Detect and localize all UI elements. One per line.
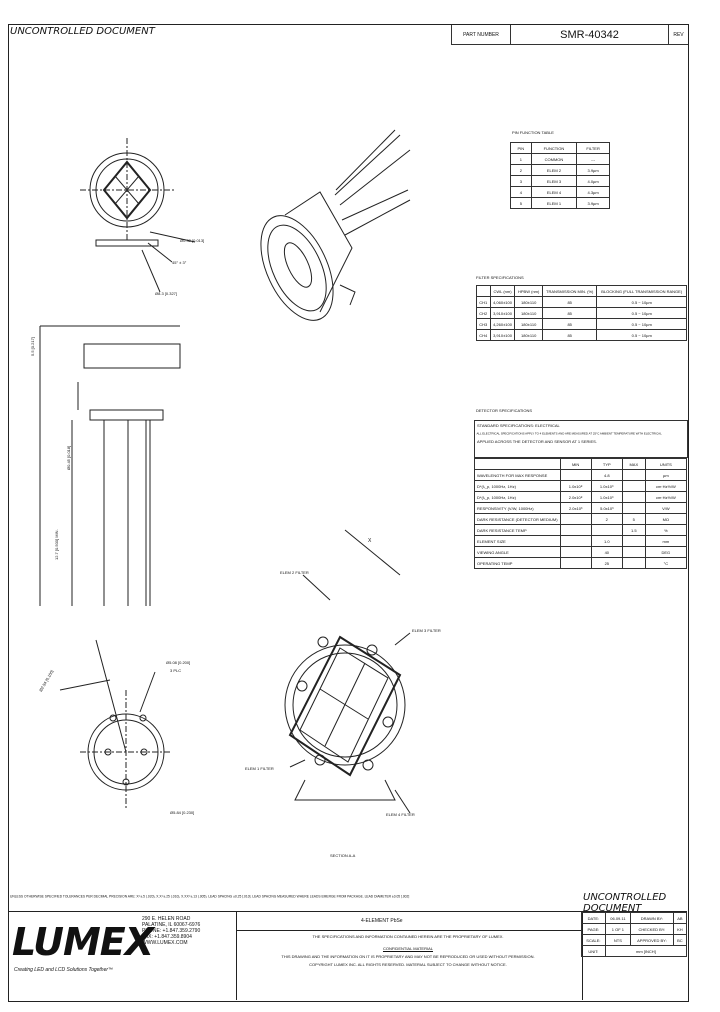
- filter-col: BLOCKING (FULL TRANSMISSION RANGE): [597, 286, 687, 297]
- notice-3: THIS DRAWING AND THE INFORMATION ON IT IS PROPRIETARY AND MAY NOT BE REPRODUCED OR USED WITHOUT PERMISSION.: [281, 954, 535, 959]
- pin-table: [510, 142, 610, 209]
- cell: 40: [591, 547, 622, 558]
- det-col: UNITS: [645, 459, 686, 470]
- date-label: DATE:: [582, 913, 606, 924]
- cell: VIEWING ANGLE: [475, 547, 561, 558]
- pin-table-title: PIN FUNCTION TABLE: [512, 130, 554, 135]
- cell: 4.0µm: [577, 176, 610, 187]
- dim-pin-circle: 3 PLC: [170, 668, 182, 673]
- section-label: SECTION A-A: [330, 853, 356, 858]
- cell: D*(λ_p, 1000Hz, 1Hz): [475, 492, 561, 503]
- notice-2: CONFIDENTIAL MATERIAL: [382, 946, 433, 951]
- detector-note-3: APPLIED ACROSS THE DETECTOR AND SENSOR AT 1 SERIES.: [477, 439, 597, 444]
- cell: 3: [511, 176, 532, 187]
- detector-notes: [474, 420, 688, 458]
- cell: [622, 470, 645, 481]
- drawn-label: DRAWN BY:: [630, 913, 673, 924]
- det-col: TYP: [591, 459, 622, 470]
- address-block: [142, 916, 200, 946]
- cell: 4,060±100: [490, 297, 515, 308]
- scale: NTS: [605, 935, 630, 946]
- cell: MΩ: [645, 514, 686, 525]
- cell: 5.0x10³: [591, 503, 622, 514]
- table-row: [475, 536, 687, 547]
- unit-label: UNIT:: [582, 946, 606, 957]
- detector-note-1: STANDARD SPECIFICATIONS: ELECTRICAL: [477, 423, 560, 428]
- filter-spec-title: FILTER SPECIFICATIONS: [476, 275, 524, 280]
- cell: 1.0: [591, 536, 622, 547]
- dim-pitch: Ø2.54 [0.100]: [38, 668, 55, 693]
- cell: CH2: [477, 308, 491, 319]
- table-row: [511, 198, 610, 209]
- cell: 2.0x10³: [560, 503, 591, 514]
- cell: 85: [542, 330, 597, 341]
- cell: 4.8: [591, 470, 622, 481]
- filter-col: HPBW (nm): [515, 286, 542, 297]
- part-desc: 4-ELEMENT PbSe: [361, 918, 403, 924]
- table-row: [475, 514, 687, 525]
- cell: mm: [645, 536, 686, 547]
- cell: [622, 481, 645, 492]
- cell: 85: [542, 308, 597, 319]
- cell: OPERATING TEMP: [475, 558, 561, 569]
- rev-label: REV: [668, 24, 689, 45]
- cell: [560, 470, 591, 481]
- cell: [591, 525, 622, 536]
- cell: 2: [591, 514, 622, 525]
- detector-note-2: ALL ELECTRICAL SPECIFICATIONS APPLY TO 4 ELEMENTS AND ARE MEASURED AT 25°C AMBIENT TEMPERATURE WITH ELECTRICAL: [476, 431, 662, 436]
- table-row: [511, 187, 610, 198]
- table-row: [477, 330, 687, 341]
- cell: 3,910±100: [490, 308, 515, 319]
- dim-height: 5.5 [0.217]: [30, 337, 35, 356]
- front-view: [80, 138, 195, 292]
- address-2: PALATINE, IL 60067-6976: [142, 922, 201, 928]
- tolerance-note: UNLESS OTHERWISE SPECIFIED TOLERANCES PER DECIMAL PRECISION ARE: X=±.5 (.020), X.X=±.25 (.010), X.XX=±.13 (.005). LEAD SPACING ±0.25 [.010]. LEAD SPACING MEASURED WHERE LEADS EMERGE FROM PACKAGE. LEAD DIAMETER ±0.05 [.002]: [10, 894, 410, 899]
- cell: cm·Hz½/W: [645, 481, 686, 492]
- cell: %: [645, 525, 686, 536]
- part-number: SMR-40342: [510, 24, 669, 45]
- cell: ELEM 2: [531, 165, 577, 176]
- cell: DEG: [645, 547, 686, 558]
- cell: [560, 547, 591, 558]
- cell: 85: [542, 319, 597, 330]
- cell: 1.0x10⁸: [560, 481, 591, 492]
- cell: 1.5: [622, 525, 645, 536]
- pin-col: FILTER: [577, 143, 610, 154]
- page: 1 OF 1: [605, 924, 630, 935]
- isometric-view: [246, 130, 410, 331]
- title-info-table: [581, 912, 687, 957]
- cell: µm: [645, 470, 686, 481]
- cell: [622, 503, 645, 514]
- fax: FAX: +1.847.359.8904: [142, 934, 192, 940]
- cell: 4.3µm: [577, 187, 610, 198]
- bottom-view: [60, 640, 172, 810]
- cell: 5: [511, 198, 532, 209]
- cell: 85: [542, 297, 597, 308]
- cell: ELEMENT SIZE: [475, 536, 561, 547]
- detector-spec-title: DETECTOR SPECIFICATIONS: [476, 408, 533, 413]
- cell: D*(λ_p, 1000Hz, 1Hz): [475, 481, 561, 492]
- cell: 3.9µm: [577, 198, 610, 209]
- uncontrolled-label-top: UNCONTROLLED DOCUMENT: [10, 26, 155, 37]
- table-row: [475, 503, 687, 514]
- address-1: 290 E. HELEN ROAD: [142, 916, 191, 922]
- table-row: [511, 176, 610, 187]
- cell: [622, 547, 645, 558]
- cell: 180±110: [515, 319, 542, 330]
- cell: 4: [511, 187, 532, 198]
- table-row: [477, 308, 687, 319]
- table-row: [511, 154, 610, 165]
- pin-col: PIN: [511, 143, 532, 154]
- approved: BC: [673, 935, 686, 946]
- cell: 5: [622, 514, 645, 525]
- cell: ELEM 4: [531, 187, 577, 198]
- table-row: [477, 319, 687, 330]
- cell: [560, 536, 591, 547]
- cell: 3,910±100: [490, 330, 515, 341]
- cell: [622, 536, 645, 547]
- det-col: [475, 459, 561, 470]
- table-row: [475, 547, 687, 558]
- cell: 1.0x10⁹: [591, 481, 622, 492]
- cell: 1: [511, 154, 532, 165]
- cell: 3.9µm: [577, 165, 610, 176]
- part-number-label: PART NUMBER: [451, 24, 511, 45]
- dim-lead-dia: Ø0.45 [0.018]: [66, 445, 71, 470]
- det-col: MAX: [622, 459, 645, 470]
- elem2-label: ELEM 2 FILTER: [280, 570, 309, 575]
- uncontrolled-label-bottom: UNCONTROLLED DOCUMENT: [583, 892, 667, 914]
- description-box: [236, 912, 583, 1000]
- cell: 4,260±100: [490, 319, 515, 330]
- side-view: [40, 326, 180, 606]
- table-row: [475, 525, 687, 536]
- cell: 0.5 ~ 10µm: [597, 308, 687, 319]
- tagline: Creating LED and LCD Solutions Together™: [14, 967, 114, 973]
- unit: mm [INCH]: [605, 946, 686, 957]
- table-row: [475, 558, 687, 569]
- dim-pcd: Ø5.84 [0.230]: [170, 810, 195, 815]
- cell: [622, 492, 645, 503]
- cell: CH3: [477, 319, 491, 330]
- elem1-label: ELEM 1 FILTER: [245, 766, 274, 771]
- dim-base: Ø8.3 [0.327]: [155, 291, 178, 296]
- cell: COMMON: [531, 154, 577, 165]
- cell: WAVELENGTH FOR MAX RESPONSE: [475, 470, 561, 481]
- page-label: PAGE:: [582, 924, 606, 935]
- elem4-label: ELEM 4 FILTER: [386, 812, 415, 817]
- phone: PHONE: +1.847.359.2790: [142, 928, 201, 934]
- elem3-label: ELEM 3 FILTER: [412, 628, 441, 633]
- filter-col: CWL (nm): [490, 286, 515, 297]
- cell: °C: [645, 558, 686, 569]
- date: 06.09.11: [605, 913, 630, 924]
- cell: 2: [511, 165, 532, 176]
- cell: 0.5 ~ 10µm: [597, 297, 687, 308]
- notice-1: THE SPECIFICATIONS AND INFORMATION CONTAINED HEREIN ARE THE PROPRIETARY OF LUMEX.: [312, 934, 504, 939]
- cell: 180±110: [515, 297, 542, 308]
- cell: 180±110: [515, 330, 542, 341]
- cell: ---: [577, 154, 610, 165]
- cell: 0.5 ~ 10µm: [597, 319, 687, 330]
- table-row: [477, 297, 687, 308]
- cell: 1.0x10⁹: [591, 492, 622, 503]
- cell: [560, 558, 591, 569]
- cell: DARK RESISTANCE TEMP: [475, 525, 561, 536]
- scale-label: SCALE:: [582, 935, 606, 946]
- table-row: [511, 165, 610, 176]
- cell: DARK RESISTANCE (DETECTOR MEDIUM): [475, 514, 561, 525]
- dim-lead-length: 12.7 [0.500] MIN.: [54, 529, 59, 560]
- dim-angle: 45° ± 3°: [172, 260, 187, 265]
- cell: RESPONSIVITY (V/W, 1000Hz): [475, 503, 561, 514]
- cell: 25: [591, 558, 622, 569]
- lumex-logo: LUMEX: [12, 920, 154, 964]
- dim-center: Ø5.08 [0.200]: [166, 660, 191, 665]
- divider: [237, 930, 582, 931]
- notice-4: COPYRIGHT LUMEX INC. ALL RIGHTS RESERVED. MATERIAL SUBJECT TO CHANGE WITHOUT NOTICE.: [309, 962, 507, 967]
- web: WWW.LUMEX.COM: [142, 940, 188, 946]
- x-mark: X: [368, 538, 372, 544]
- filter-col: [477, 286, 491, 297]
- cell: ELEM 1: [531, 198, 577, 209]
- detector-spec-table: [474, 458, 687, 569]
- cell: [560, 525, 591, 536]
- table-row: [475, 492, 687, 503]
- cell: 180±110: [515, 308, 542, 319]
- cell: V/W: [645, 503, 686, 514]
- cell: [622, 558, 645, 569]
- checked-label: CHECKED BY:: [630, 924, 673, 935]
- det-col: MIN: [560, 459, 591, 470]
- drawn: AB: [673, 913, 686, 924]
- pin-col: FUNCTION: [531, 143, 577, 154]
- cell: CH4: [477, 330, 491, 341]
- dim-hole: Ø0.32 [0.013]: [180, 238, 205, 243]
- table-row: [475, 470, 687, 481]
- cell: ELEM 3: [531, 176, 577, 187]
- approved-label: APPROVED BY:: [630, 935, 673, 946]
- cell: 2.0x10⁸: [560, 492, 591, 503]
- cell: 0.5 ~ 10µm: [597, 330, 687, 341]
- table-row: [475, 481, 687, 492]
- filter-spec-table: [476, 285, 687, 341]
- title-block: [8, 911, 687, 1000]
- filter-col: TRANSMISSION MIN. (%): [542, 286, 597, 297]
- cell: cm·Hz½/W: [645, 492, 686, 503]
- cell: CH1: [477, 297, 491, 308]
- cell: [560, 514, 591, 525]
- checked: KH: [673, 924, 686, 935]
